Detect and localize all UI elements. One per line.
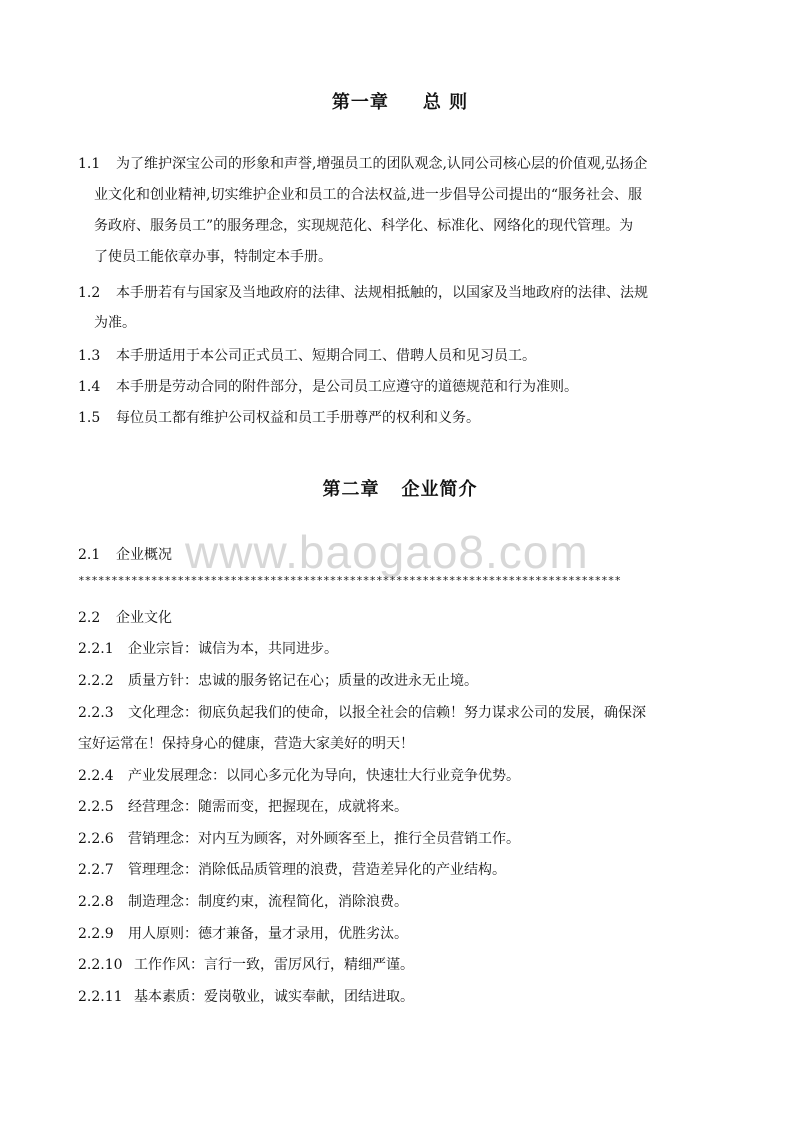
section-number: 2.2.9 — [78, 926, 114, 942]
section-1-1-line-2: 业文化和创业精神,切实维护企业和员工的合法权益,进一步倡导公司提出的“服务社会、服 — [94, 187, 643, 203]
section-number: 2.2.3 — [78, 705, 114, 721]
chapter-1-name: 总 则 — [422, 92, 469, 113]
section-2-2-10 — [78, 955, 738, 975]
chapter-1-label: 第一章 — [331, 92, 389, 113]
section-2-2-3-line-1 — [78, 703, 738, 723]
section-number: 2.2 — [78, 610, 101, 626]
section-number: 2.2.5 — [78, 799, 114, 815]
section-1-1-line-4: 了使员工能依章办事，特制定本手册。 — [94, 249, 332, 265]
section-number: 1.2 — [78, 285, 101, 301]
section-number: 2.2.10 — [78, 957, 123, 973]
section-1-1-line-3: 务政府、服务员工”的服务理念，实现规范化、科学化、标准化、网络化的现代管理。为 — [94, 218, 634, 234]
section-number: 2.2.2 — [78, 673, 114, 689]
section-text: 经营理念：随需而变，把握现在，成就将来。 — [128, 799, 408, 815]
chapter-1-title — [0, 88, 800, 114]
section-number: 2.2.1 — [78, 641, 114, 657]
chapter-2-title — [0, 475, 800, 501]
section-text: 制造理念：制度约束，流程简化，消除浪费。 — [128, 894, 408, 910]
section-text: 工作作风：言行一致，雷厉风行，精细严谨。 — [134, 957, 414, 973]
section-text: 企业文化 — [116, 610, 172, 626]
section-1-4 — [78, 377, 738, 397]
section-text: 为了维护深宝公司的形象和声誉,增强员工的团队观念,认同公司核心层的价值观,弘扬企 — [116, 156, 648, 172]
section-text: 本手册适用于本公司正式员工、短期合同工、借聘人员和见习员工。 — [116, 348, 536, 364]
chapter-2-name: 企业简介 — [401, 479, 478, 500]
section-text: 营销理念：对内互为顾客，对外顾客至上，推行全员营销工作。 — [128, 831, 520, 847]
section-2-1 — [78, 545, 738, 565]
section-number: 1.5 — [78, 410, 101, 426]
section-text: 质量方针：忠诚的服务铭记在心；质量的改进永无止境。 — [128, 673, 478, 689]
section-2-2-2 — [78, 671, 738, 691]
section-1-2-line-2: 为准。 — [94, 315, 136, 331]
section-text: 文化理念：彻底负起我们的使命，以报全社会的信赖！努力谋求公司的发展，确保深 — [128, 705, 646, 721]
section-text: 企业概况 — [116, 547, 172, 563]
section-number: 2.2.11 — [78, 989, 123, 1005]
section-number: 2.1 — [78, 547, 101, 563]
section-2-2-5 — [78, 797, 738, 817]
asterisk-divider: ********************************************************************************** — [78, 574, 622, 587]
section-1-5 — [78, 408, 738, 428]
section-1-2-line-1 — [78, 283, 738, 303]
section-2-2-8 — [78, 892, 738, 912]
watermark: www.baogao8.com — [185, 526, 589, 578]
section-1-1-line-1 — [78, 154, 738, 174]
section-2-2 — [78, 608, 738, 628]
section-number: 1.4 — [78, 379, 101, 395]
section-2-2-11 — [78, 987, 738, 1007]
section-text: 基本素质：爱岗敬业，诚实奉献，团结进取。 — [134, 989, 414, 1005]
section-text: 产业发展理念：以同心多元化为导向，快速壮大行业竞争优势。 — [128, 768, 520, 784]
section-2-2-6 — [78, 829, 738, 849]
section-2-2-7 — [78, 860, 738, 880]
section-2-2-1 — [78, 639, 738, 659]
section-number: 1.3 — [78, 348, 101, 364]
section-2-2-4 — [78, 766, 738, 786]
section-number: 2.2.7 — [78, 862, 114, 878]
section-text: 本手册若有与国家及当地政府的法律、法规相抵触的，以国家及当地政府的法律、法规 — [116, 285, 648, 301]
chapter-2-label: 第二章 — [322, 479, 380, 500]
section-number: 1.1 — [78, 156, 101, 172]
section-text: 管理理念：消除低品质管理的浪费，营造差异化的产业结构。 — [128, 862, 506, 878]
section-2-2-3-line-2: 宝好运常在！保持身心的健康，营造大家美好的明天！ — [78, 736, 414, 752]
section-1-3 — [78, 346, 738, 366]
section-2-2-9 — [78, 924, 738, 944]
section-number: 2.2.4 — [78, 768, 114, 784]
section-number: 2.2.8 — [78, 894, 114, 910]
section-number: 2.2.6 — [78, 831, 114, 847]
section-text: 用人原则：德才兼备，量才录用，优胜劣汰。 — [128, 926, 408, 942]
section-text: 本手册是劳动合同的附件部分，是公司员工应遵守的道德规范和行为准则。 — [116, 379, 578, 395]
section-text: 每位员工都有维护公司权益和员工手册尊严的权利和义务。 — [116, 410, 480, 426]
section-text: 企业宗旨：诚信为本，共同进步。 — [128, 641, 338, 657]
